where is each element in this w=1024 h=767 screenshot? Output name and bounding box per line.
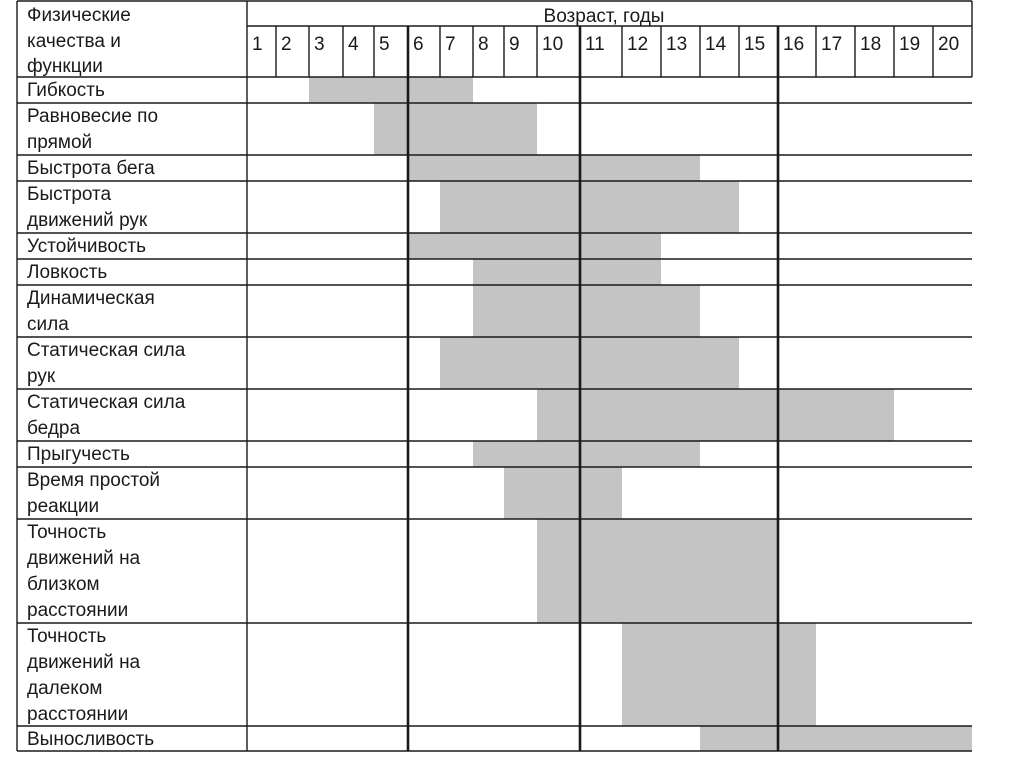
- row-label-8-line-2: рук: [27, 366, 56, 387]
- row-label-14-line-1: Выносливость: [27, 729, 155, 750]
- row-label-8-line-1: Статическая сила: [27, 340, 186, 361]
- row-label-5-line-1: Устойчивость: [27, 236, 147, 257]
- row-label-11-line-1: Время простой: [27, 470, 161, 491]
- row-label-4-line-2: движений рук: [27, 210, 148, 231]
- bar-1: [309, 77, 473, 103]
- bar-5: [408, 233, 661, 259]
- bar-10: [473, 441, 700, 467]
- age-label-19: 19: [899, 34, 921, 55]
- age-label-11: 11: [585, 34, 605, 55]
- row-header-line-3: функции: [27, 56, 103, 77]
- row-header-line-2: качества и: [27, 31, 121, 52]
- row-label-9-line-1: Статическая сила: [27, 392, 186, 413]
- row-label-13-line-2: движений на: [27, 652, 141, 673]
- row-label-13-line-1: Точность: [27, 626, 107, 647]
- age-label-5: 5: [379, 34, 390, 55]
- row-label-10-line-1: Прыгучесть: [27, 444, 130, 465]
- age-label-3: 3: [314, 34, 325, 55]
- age-label-8: 8: [478, 34, 489, 55]
- age-label-20: 20: [938, 34, 960, 55]
- age-label-4: 4: [348, 34, 359, 55]
- age-label-15: 15: [744, 34, 766, 55]
- row-label-13-line-3: далеком: [27, 678, 103, 699]
- age-label-18: 18: [860, 34, 882, 55]
- bar-9: [537, 389, 894, 441]
- age-label-10: 10: [542, 34, 564, 55]
- row-label-12-line-4: расстоянии: [27, 600, 129, 621]
- row-label-7-line-2: сила: [27, 314, 69, 335]
- row-label-13-line-4: расстоянии: [27, 704, 129, 725]
- age-label-14: 14: [705, 34, 727, 55]
- row-label-12-line-2: движений на: [27, 548, 141, 569]
- row-label-12-line-1: Точность: [27, 522, 107, 543]
- row-label-12-line-3: близком: [27, 574, 100, 595]
- bar-2: [374, 103, 537, 155]
- row-label-9-line-2: бедра: [27, 418, 81, 439]
- age-label-1: 1: [252, 34, 263, 55]
- column-header: Возраст, годы: [543, 6, 665, 27]
- row-label-1-line-1: Гибкость: [27, 80, 105, 101]
- bar-14: [700, 726, 972, 751]
- age-label-9: 9: [509, 34, 520, 55]
- row-label-2-line-1: Равновесие по: [27, 106, 159, 127]
- row-label-3-line-1: Быстрота бега: [27, 158, 155, 179]
- bar-12: [537, 519, 778, 623]
- age-label-13: 13: [666, 34, 688, 55]
- age-label-6: 6: [413, 34, 424, 55]
- age-label-2: 2: [281, 34, 292, 55]
- age-label-17: 17: [821, 34, 843, 55]
- bar-7: [473, 285, 700, 337]
- bar-6: [473, 259, 661, 285]
- bar-3: [408, 155, 700, 181]
- age-label-12: 12: [627, 34, 649, 55]
- row-header-line-1: Физические: [27, 5, 131, 26]
- row-label-11-line-2: реакции: [27, 496, 100, 517]
- row-label-2-line-2: прямой: [27, 132, 93, 153]
- bar-4: [440, 181, 739, 233]
- bar-13: [622, 623, 816, 726]
- row-label-4-line-1: Быстрота: [27, 184, 112, 205]
- age-label-16: 16: [783, 34, 805, 55]
- bar-11: [504, 467, 622, 519]
- age-label-7: 7: [445, 34, 456, 55]
- row-label-7-line-1: Динамическая: [27, 288, 155, 309]
- row-label-6-line-1: Ловкость: [27, 262, 108, 283]
- bar-8: [440, 337, 739, 389]
